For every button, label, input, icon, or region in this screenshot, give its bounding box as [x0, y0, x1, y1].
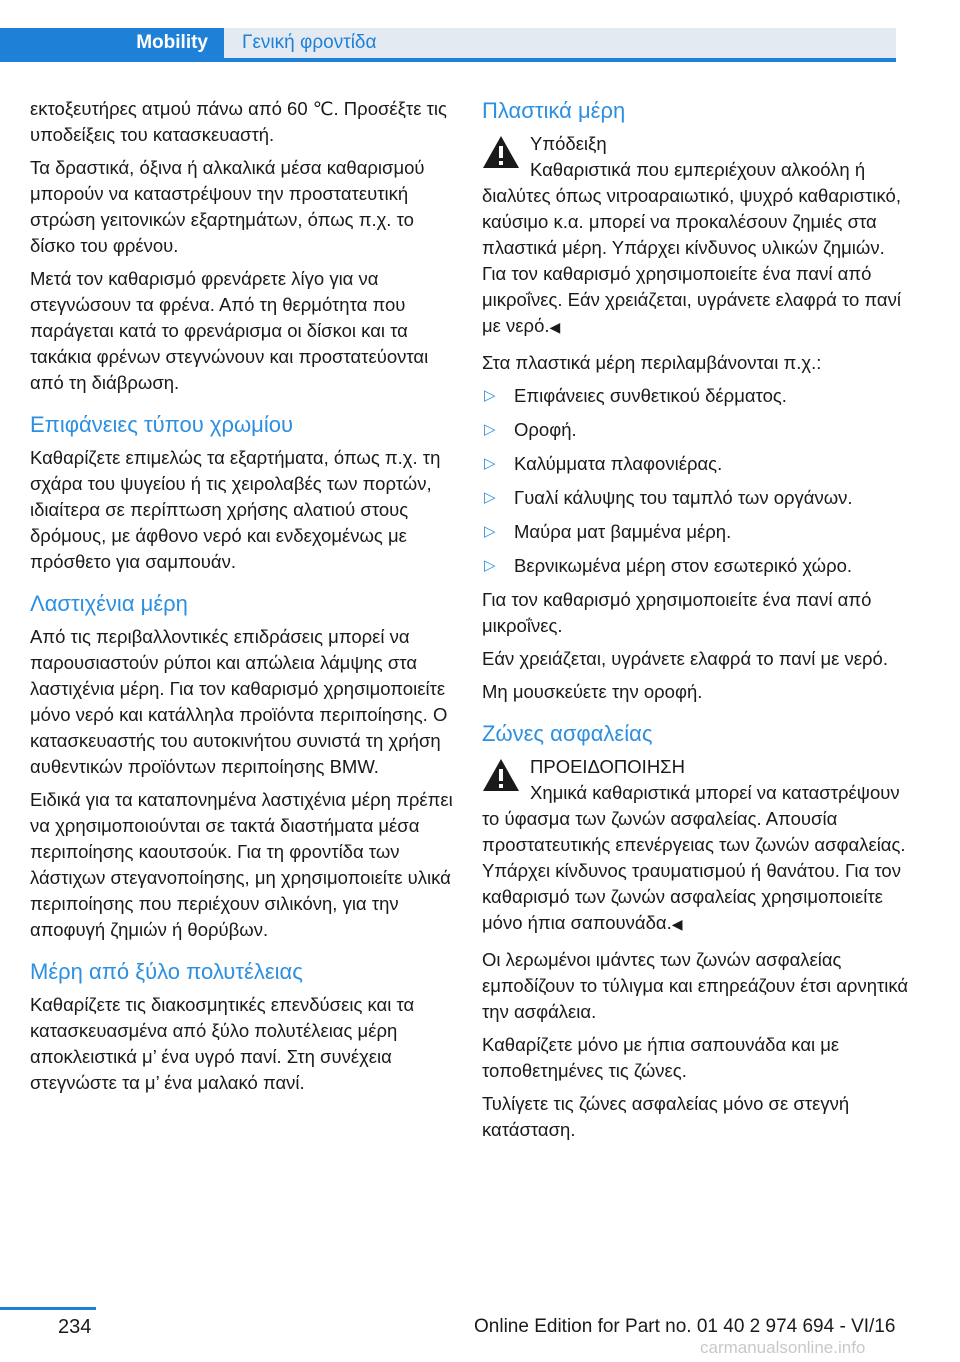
plastic-parts-list [482, 383, 912, 579]
list-item [482, 485, 912, 511]
page-header [0, 28, 896, 62]
list-item-text: Γυαλί κάλυψης του ταμπλό των οργάνων. [514, 487, 853, 508]
footer-rule [0, 1307, 96, 1310]
warning-triangle-icon [482, 135, 520, 169]
header-rule [0, 58, 896, 62]
list-item [482, 553, 912, 579]
paragraph: Καθαρίζετε επιμελώς τα εξαρτήματα, όπως π.χ. τη σχάρα του ψυγείου ή τις χειρολαβές των πορτών, ιδιαίτερα σε περίπτωση χρήσης αλατιού στους δρόμους, με άφθονο νερό και ενδεχομένως με πρόσθετο για σαμπουάν. [30, 447, 441, 572]
notice-box [482, 131, 912, 340]
warning-text-body: Χημικά καθαριστικά μπορεί να καταστρέψουν το ύφασμα των ζωνών ασφαλείας. Απουσία προστατευτικής επενέργειας των ζωνών ασφαλείας. Υπάρχει κίνδυνος τραυματισμού ή θανάτου. Για τον καθαρισμό των ζωνών ασφαλείας χρησιμοποιείτε μόνο ήπια σαπουνάδα. [482, 782, 906, 933]
left-column [30, 96, 460, 1103]
watermark: carmanualsonline.info [700, 1338, 866, 1357]
bullet-arrow-icon: ▷ [484, 557, 496, 574]
list-item-text: Οροφή. [514, 419, 577, 440]
page-number: 234 [58, 1316, 92, 1338]
paragraph: Τυλίγετε τις ζώνες ασφαλείας μόνο σε στεγνή κατάσταση. [482, 1093, 850, 1140]
notice-title: Υπόδειξη [530, 133, 607, 154]
heading-fine-wood-parts: Μέρη από ξύλο πολυτέλειας [30, 959, 303, 984]
right-column [482, 96, 912, 1150]
heading-seat-belts: Ζώνες ασφαλείας [482, 721, 653, 746]
end-mark-icon: ◀ [671, 916, 683, 932]
bullet-arrow-icon: ▷ [484, 455, 496, 472]
bullet-arrow-icon: ▷ [484, 489, 496, 506]
heading-rubber-parts: Λαστιχένια μέρη [30, 591, 188, 616]
warning-triangle-icon [482, 758, 520, 792]
paragraph: Οι λερωμένοι ιμάντες των ζωνών ασφαλείας εμποδίζουν το τύλιγμα και επηρεάζουν έτσι αρνητικά την ασφάλεια. [482, 949, 909, 1022]
warning-text [482, 780, 912, 937]
list-item [482, 417, 912, 443]
notice-text-body: Καθαριστικά που εμπεριέχουν αλκοόλη ή διαλύτες όπως νιτροαραιωτικό, ψυχρό καθαριστικό, καύσιμο κ.α. μπορεί να προκαλέσουν ζημιές στα πλαστικά μέρη. Υπάρχει κίνδυνος υλικών ζημιών. Για τον καθαρισμό χρησιμοποιείτε ένα πανί από μικροΐνες. Εάν χρειάζεται, υγράνετε ελαφρά το πανί με νερό. [482, 159, 901, 336]
paragraph: Για τον καθαρισμό χρησιμοποιείτε ένα πανί από μικροΐνες. [482, 589, 872, 636]
header-section-title[interactable]: Γενική φροντίδα [242, 32, 377, 53]
paragraph: Εάν χρειάζεται, υγράνετε ελαφρά το πανί με νερό. [482, 648, 888, 669]
list-item [482, 383, 912, 409]
header-chapter-tab[interactable]: Mobility [0, 28, 224, 58]
list-item-text: Μαύρα ματ βαμμένα μέρη. [514, 521, 732, 542]
bullet-arrow-icon: ▷ [484, 387, 496, 404]
heading-plastic-parts: Πλαστικά μέρη [482, 98, 626, 123]
list-item-text: Καλύμματα πλαφονιέρας. [514, 453, 723, 474]
paragraph: Καθαρίζετε τις διακοσμητικές επενδύσεις και τα κατασκευασμένα από ξύλο πολυτέλειας μέρη αποκλειστικά μ’ ένα υγρό πανί. Στη συνέχεια στεγνώστε τα μ’ ένα μαλακό πανί. [30, 994, 415, 1093]
paragraph: Μετά τον καθαρισμό φρενάρετε λίγο για να στεγνώσουν τα φρένα. Από τη θερμότητα που παράγεται κατά το φρενάρισμα οι δίσκοι και τα τακάκια φρένων στεγνώνουν και προστατεύονται από τη διάβρωση. [30, 268, 429, 393]
bullet-arrow-icon: ▷ [484, 421, 496, 438]
list-item-text: Βερνικωμένα μέρη στον εσωτερικό χώρο. [514, 555, 853, 576]
list-item [482, 519, 912, 545]
paragraph: Τα δραστικά, όξινα ή αλκαλικά μέσα καθαρισμού μπορούν να καταστρέψουν την προστατευτική στρώση γειτονικών εξαρτημάτων, όπως π.χ. το δίσκο του φρένου. [30, 157, 425, 256]
notice-text [482, 157, 912, 340]
warning-title: ΠΡΟΕΙΔΟΠΟΙΗΣΗ [530, 756, 685, 777]
list-item [482, 451, 912, 477]
edition-note: Online Edition for Part no. 01 40 2 974 694 - VI/16 [474, 1316, 896, 1337]
paragraph: Καθαρίζετε μόνο με ήπια σαπουνάδα και με τοποθετημένες τις ζώνες. [482, 1034, 840, 1081]
paragraph: Από τις περιβαλλοντικές επιδράσεις μπορεί να παρουσιαστούν ρύποι και απώλεια λάμψης στα λαστιχένια μέρη. Για τον καθαρισμό χρησιμοποιείτε μόνο νερό και κατάλληλα προϊόντα περιποίησης. Ο κατασκευαστής του αυτοκινήτου συνιστά τη χρήση αυθεντικών προϊόντων περιποίησης BMW. [30, 626, 448, 777]
end-mark-icon: ◀ [549, 319, 561, 335]
paragraph: Ειδικά για τα καταπονημένα λαστιχένια μέρη πρέπει να χρησιμοποιούνται σε τακτά διαστήματα μέσα περιποίησης καουτσούκ. Για τη φροντίδα των λάστιχων στεγανοποίησης, μη χρησιμοποιείτε υλικά περιποίησης που περιέχουν σιλικόνη, για την αποφυγή ζημιών ή θορύβων. [30, 789, 453, 940]
bullet-arrow-icon: ▷ [484, 523, 496, 540]
paragraph: Μη μουσκεύετε την οροφή. [482, 681, 703, 702]
list-item-text: Επιφάνειες συνθετικού δέρματος. [514, 385, 787, 406]
paragraph: εκτοξευτήρες ατμού πάνω από 60 ℃. Προσέξτε τις υποδείξεις του κατασκευαστή. [30, 98, 447, 145]
heading-chrome-surfaces: Επιφάνειες τύπου χρωμίου [30, 412, 293, 437]
warning-box [482, 754, 912, 937]
paragraph: Στα πλαστικά μέρη περιλαμβάνονται π.χ.: [482, 352, 822, 373]
